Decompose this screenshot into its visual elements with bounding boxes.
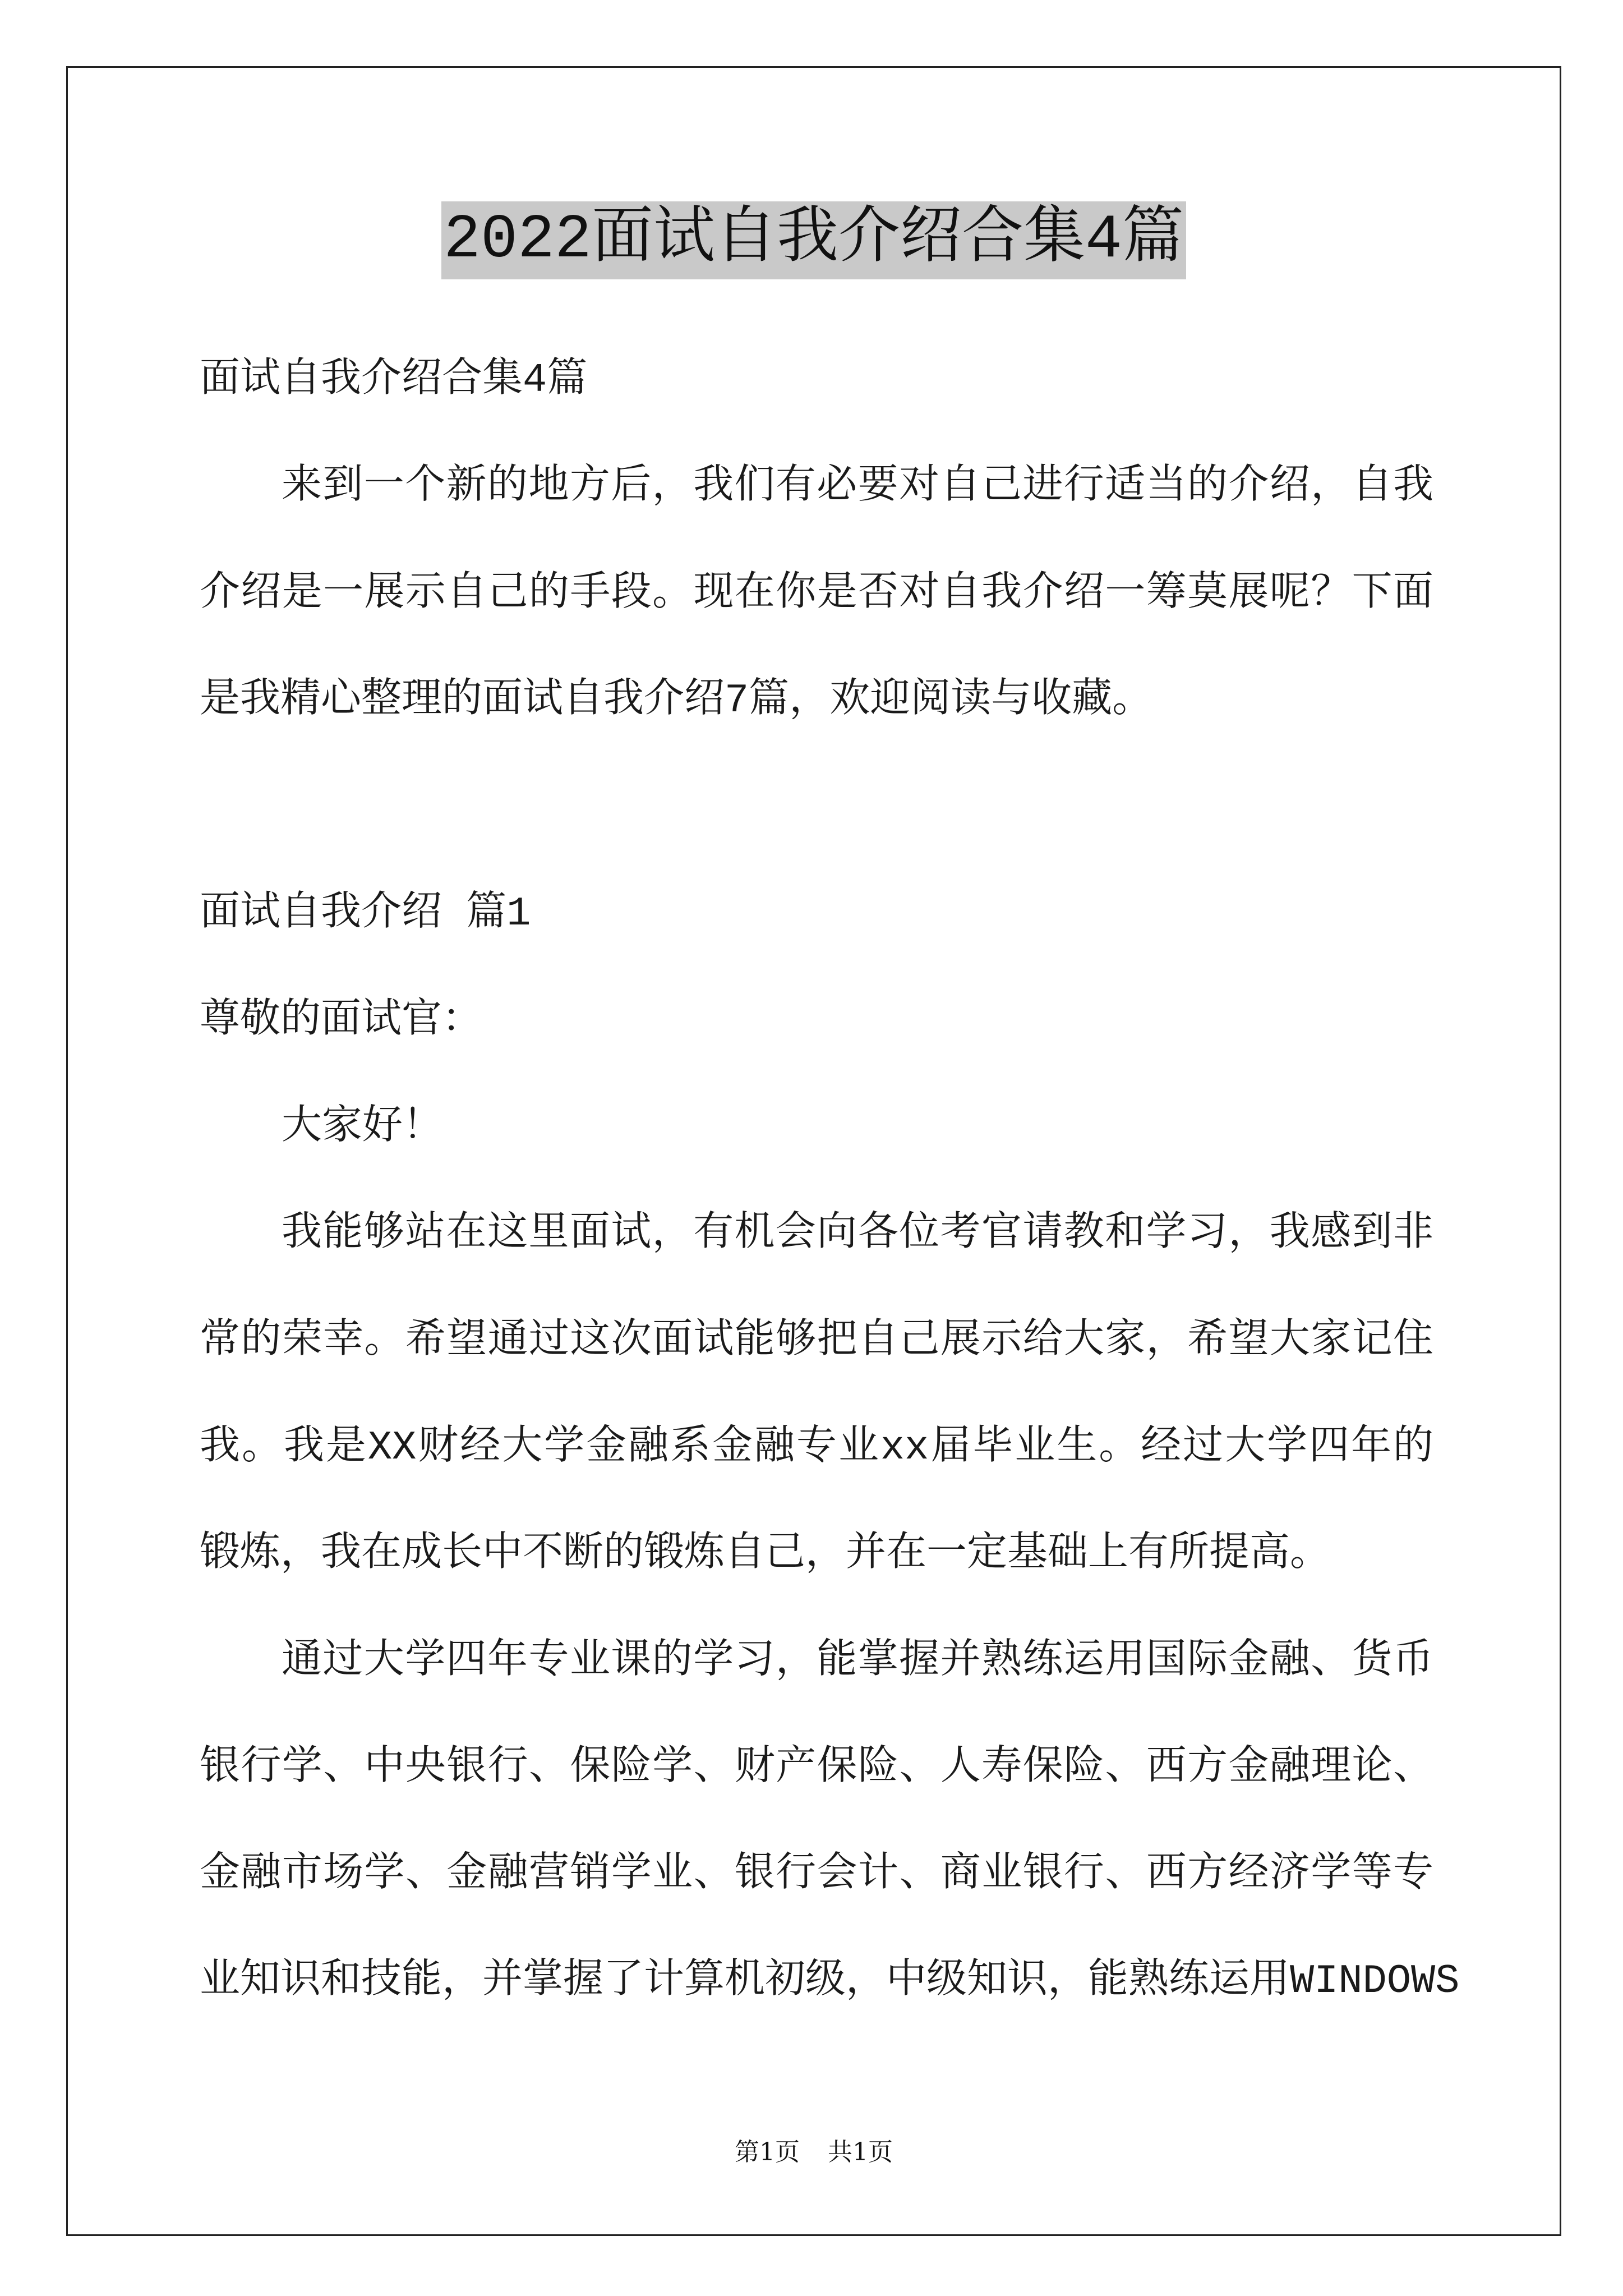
paragraph-line: 我能够站在这里面试，有机会向各位考官请教和学习，我感到非 (282, 1211, 1433, 1258)
total-pages-label: 共1页 (828, 2138, 893, 2166)
document-body (200, 327, 1460, 2035)
paragraph-line: 锻炼，我在成长中不断的锻炼自己，并在一定基础上有所提高。 (200, 1531, 1331, 1578)
intro-line: 介绍是一展示自己的手段。现在你是否对自我介绍一筹莫展呢？下面 (200, 570, 1433, 617)
salutation: 尊敬的面试官： (200, 997, 483, 1044)
current-page-label: 第1页 (735, 2138, 800, 2166)
page-footer (66, 2136, 1561, 2169)
paragraph-line: 金融市场学、金融营销学业、银行会计、商业银行、西方经济学等专 (200, 1852, 1433, 1898)
paragraph-line: 我。我是XX财经大学金融系金融专业xx届毕业生。经过大学四年的 (200, 1424, 1433, 1471)
paragraph-line: 银行学、中央银行、保险学、财产保险、人寿保险、西方金融理论、 (200, 1745, 1433, 1791)
paragraph-line: 常的荣幸。希望通过这次面试能够把自己展示给大家，希望大家记住 (200, 1318, 1433, 1364)
document-subtitle: 面试自我介绍合集4篇 (200, 357, 588, 403)
section-heading: 面试自我介绍 篇1 (200, 891, 531, 937)
greeting-line: 大家好！ (282, 1105, 444, 1151)
intro-line: 来到一个新的地方后，我们有必要对自己进行适当的介绍，自我 (282, 464, 1433, 510)
blank-line (200, 754, 1433, 861)
document-title: 2022面试自我介绍合集4篇 (441, 201, 1186, 279)
paragraph-line: 业知识和技能，并掌握了计算机初级，中级知识，能熟练运用WINDOWS (200, 1958, 1460, 2005)
intro-line: 是我精心整理的面试自我介绍7篇，欢迎阅读与收藏。 (200, 677, 1153, 724)
paragraph-line: 通过大学四年专业课的学习，能掌握并熟练运用国际金融、货币 (282, 1638, 1433, 1685)
title-container (66, 201, 1561, 279)
